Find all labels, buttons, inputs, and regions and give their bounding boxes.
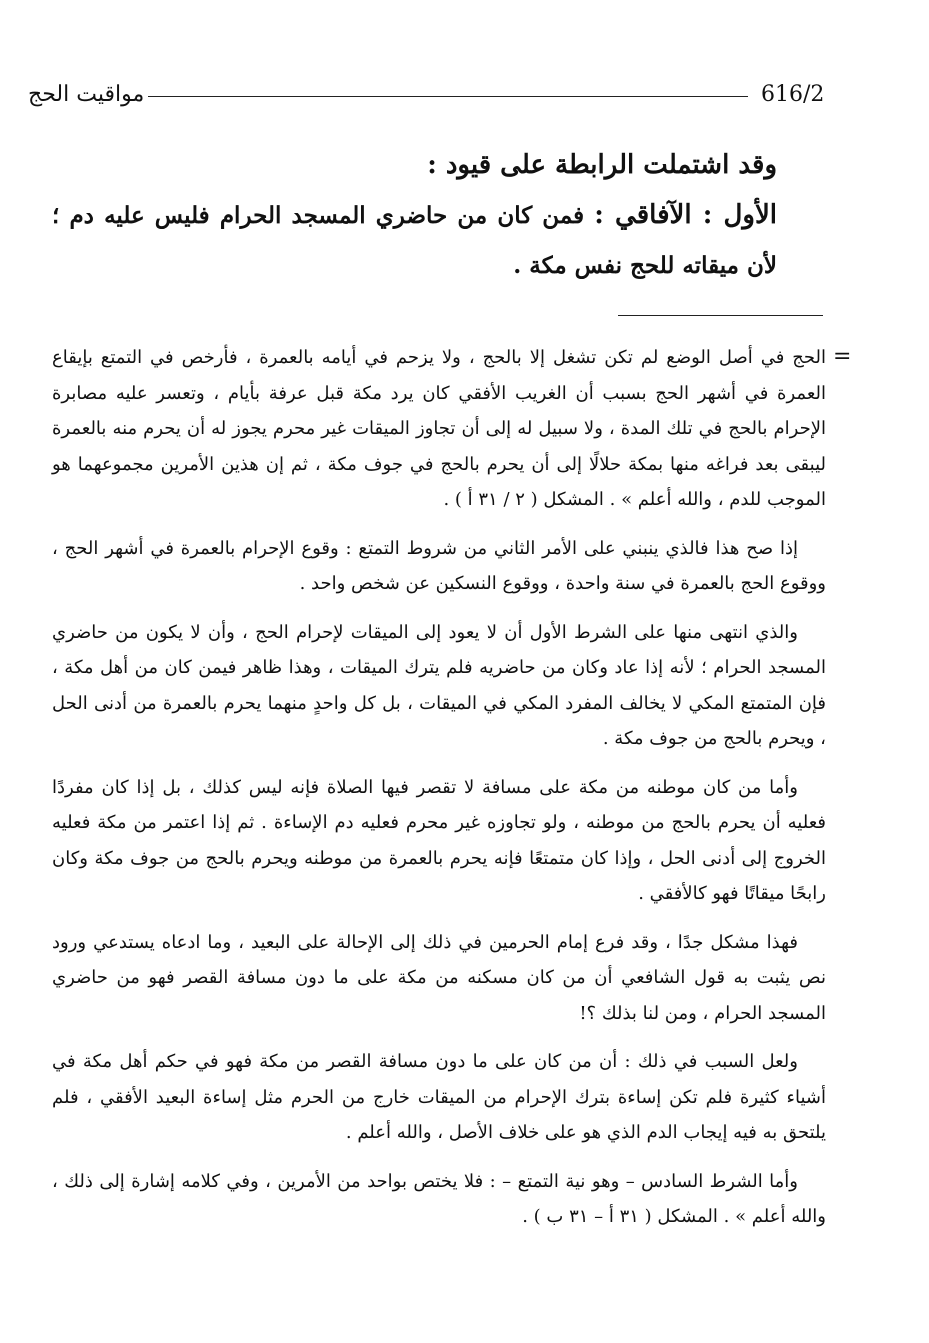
footnote-paragraph: إذا صح هذا فالذي ينبني على الأمر الثاني من شروط التمتع : وقوع الإحرام بالعمرة في أشهر الحج ، ووقوع الحج بالعمرة في سنة واحدة ، ووقوع النسكين عن شخص واحد . <box>52 537 826 594</box>
footnotes <box>52 340 826 1248</box>
header-rule <box>148 96 748 97</box>
first-condition <box>52 190 777 291</box>
page-header <box>28 80 823 112</box>
footnote-paragraph: والذي انتهى منها على الشرط الأول أن لا يعود إلى الميقات لإحرام الحج ، وأن لا يكون من حاضري المسجد الحرام ؛ لأنه إذا عاد وكان من حاضريه فلم يترك الميقات ، وهذا ظاهر فيمن كان من أهل مكة ، فإن المتمتع المكي لا يخالف المفرد المكي في الميقات ، بل كل واحدٍ منهما يحرم بالعمرة من أدنى الحل ، ويحرم بالحج من جوف مكة . <box>52 621 826 749</box>
footnote-paragraph: وأما الشرط السادس – وهو نية التمتع – : فلا يختص بواحد من الأمرين ، وفي كلامه إشارة إلى ذلك ، والله أعلم » . المشكل ( ٣١ أ – ٣١ ب ) . <box>52 1170 826 1227</box>
footnote-separator <box>618 315 823 316</box>
footnote-paragraph: فهذا مشكل جدًا ، وقد فرع إمام الحرمين في ذلك إلى الإحالة على البعيد ، وما ادعاه يستدعي ورود نص يثبت به قول الشافعي أن من كان مسكنه من مكة على ما دون مسافة القصر فهو من حاضري المسجد الحرام ، ومن لنا بذلك ؟! <box>52 931 826 1024</box>
footnote-paragraph: ولعل السبب في ذلك : أن من كان على ما دون مسافة القصر من مكة فهو في حكم أهل مكة في أشياء كثيرة فلم تكن إساءة بترك الإحرام من الميقات خارج من الحرم مثل إساءة البعيد الأفقي ، فلم يلتحق به فيه إيجاب الدم الذي هو على خلاف الأصل ، والله أعلم . <box>52 1051 826 1143</box>
first-condition-text: فمن كان من حاضري المسجد الحرام فليس عليه دم ؛ لأن ميقاته للحج نفس مكة . <box>52 202 777 279</box>
footnote-paragraph: وأما من كان موطنه من مكة على مسافة لا تقصر فيها الصلاة فإنه ليس كذلك ، بل إذا كان مفردًا فعليه أن يحرم بالحج من موطنه ، ولو تجاوزه غير محرم فعليه دم الإساءة . ثم إذا اعتمر من مكة فعليه الخروج إلى أدنى الحل ، وإذا كان متمتعًا فإنه يحرم بالعمرة من موطنه ويحرم بالحج من جوف مكة وكان رابحًا ميقاتًا فهو كالأفقي . <box>52 776 826 904</box>
page-number: 616/2 <box>761 82 825 107</box>
running-title: مواقيت الحج <box>28 82 145 107</box>
footnote-continuation-mark: = <box>833 344 852 369</box>
section-heading: وقد اشتملت الرابطة على قيود : <box>427 150 777 180</box>
footnote-paragraph: الحج في أصل الوضع لم تكن تشغل إلا بالحج ، ولا يزحم في أيامه بالعمرة ، فأرخص في التمتع بإيقاع العمرة في أشهر الحج بسبب أن الغريب الأفقي كان يرد مكة قبل عرفة بأيام ، وتعسر عليه مصابرة الإحرام بالحج في تلك المدة ، ولا سبيل له إلى أن تجاوز الميقات غير محرم يجوز له أن يحرم منه بالعمرة ليبقى بعد فراغه منها بمكة حلالًا إلى أن يحرم بالحج في جوف مكة ، ثم إن هذين الأمرين مجموعهما هو الموجب للدم ، والله أعلم » . المشكل ( ٢ / ٣١ أ ) . <box>52 347 826 510</box>
main-text <box>52 140 777 291</box>
first-condition-label: الأول : الآفاقي : <box>594 200 777 230</box>
